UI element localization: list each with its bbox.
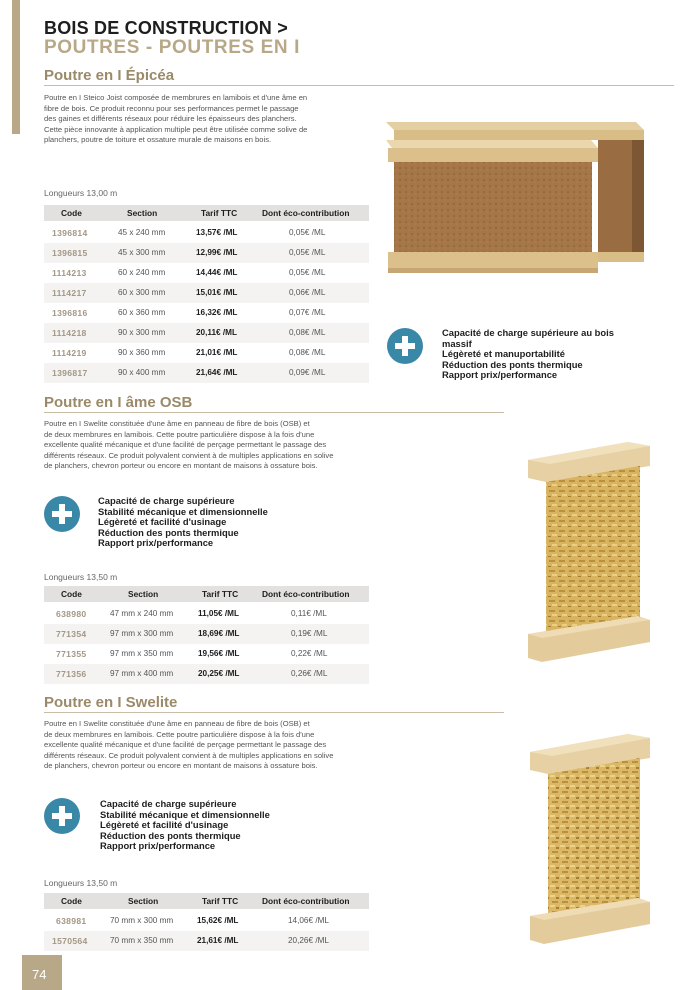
page-number: 74 (22, 955, 62, 990)
table-row: 1114218 90 x 300 mm 20,11€ /ML 0,08€ /ML (44, 323, 369, 343)
product-image-osb (528, 438, 650, 666)
product-image-swelite (530, 730, 650, 948)
table-row: 1114213 60 x 240 mm 14,44€ /ML 0,05€ /ML (52, 268, 326, 278)
table-row: 1396814 45 x 240 mm 13,57€ /ML 0,05€ /ML (52, 228, 326, 238)
price-table-epicea (44, 205, 369, 385)
section-divider (44, 85, 674, 86)
length-label: Longueurs 13,00 m (44, 188, 118, 198)
plus-circle-icon (387, 328, 423, 364)
table-header: Code Section Tarif TTC Dont éco-contribution (44, 586, 369, 602)
table-row: 771356 97 mm x 400 mm 20,25€ /ML 0,26€ /ML (44, 664, 369, 684)
length-label: Longueurs 13,50 m (44, 572, 118, 582)
table-row: 1114217 60 x 300 mm 15,01€ /ML 0,06€ /ML (44, 283, 369, 303)
section-divider (44, 712, 504, 713)
table-row: 638981 70 mm x 300 mm 15,62€ /ML 14,06€ /ML (56, 916, 329, 926)
table-row: 1114219 90 x 360 mm 21,01€ /ML 0,08€ /ML (52, 348, 326, 358)
length-label: Longueurs 13,50 m (44, 878, 118, 888)
side-accent-bar (12, 0, 20, 134)
section-title-epicea: Poutre en I Épicéa (44, 67, 175, 84)
table-row: 771355 97 mm x 350 mm 19,56€ /ML 0,22€ /ML (56, 649, 328, 659)
plus-circle-icon (44, 798, 80, 834)
table-row: 771354 97 mm x 300 mm 18,69€ /ML 0,19€ /ML (44, 624, 369, 644)
section-title-osb: Poutre en I âme OSB (44, 394, 193, 411)
section-description-osb: Poutre en I Swelite constituée d'une âme en panneau de fibre de bois (OSB) et de deux membrures en lamibois. Cette poutre particulière dispose à la fois d'une excellente qualité mécanique et d'une facilité de perçage permettant le passage des différents réseaux. Ce produit polyvalent convient à de multiples applications en solive de planchers, chevron porteur ou encore en montant de maisons à ossature bois. (44, 419, 334, 470)
table-row: 1396815 45 x 300 mm 12,99€ /ML 0,05€ /ML (44, 243, 369, 263)
plus-circle-icon (44, 496, 80, 532)
table-header: Code Section Tarif TTC Dont éco-contribution (44, 205, 369, 221)
table-row: 1396816 60 x 360 mm 16,32€ /ML 0,07€ /ML (52, 308, 326, 318)
price-table-swelite (44, 893, 369, 951)
table-row: 1570564 70 mm x 350 mm 21,61€ /ML 20,26€ /ML (44, 931, 369, 951)
price-table-osb (44, 586, 369, 684)
page-heading: POUTRES - POUTRES EN I (44, 37, 301, 58)
section-description-swelite: Poutre en I Swelite constituée d'une âme en panneau de fibre de bois (OSB) et de deux membrures en lamibois. Cette poutre particulière dispose à la fois d'une excellente qualité mécanique et d'une facilité de perçage permettant le passage des différents réseaux. Ce produit polyvalent convient à de multiples applications en solive de planchers, chevron porteur ou encore en montant de maisons à ossature bois. (44, 719, 334, 770)
category-heading: BOIS DE CONSTRUCTION > (44, 18, 288, 38)
section-divider (44, 412, 504, 413)
table-row: 638980 47 mm x 240 mm 11,05€ /ML 0,11€ /ML (56, 609, 327, 619)
product-image-epicea (386, 118, 648, 283)
section-description-epicea: Poutre en I Steico Joist composée de membrures en lamibois et d'une âme en fibre de bois. Ce produit reconnu pour ses performances permet le passage des gaines et différents réseaux pour réduire les épaisseurs des planchers. Cette pièce innovante à application multiple peut être utilisée comme solive de planchers, poutre de toiture et ossature murale de maisons en bois. (44, 93, 308, 144)
section-title-swelite: Poutre en I Swelite (44, 694, 178, 711)
table-header: Code Section Tarif TTC Dont éco-contribution (44, 893, 369, 909)
features-list-osb: Capacité de charge supérieure Stabilité mécanique et dimensionnelle Légèreté et facilité d'usinage Réduction des ponts thermique Rapport prix/performance (98, 495, 268, 548)
features-list-epicea: Capacité de charge supérieure au bois massif Légèreté et manuportabilité Réduction des ponts thermique Rapport prix/performance (442, 327, 614, 380)
features-list-swelite: Capacité de charge supérieure Stabilité mécanique et dimensionnelle Légèreté et facilité d'usinage Réduction des ponts thermique Rapport prix/performance (100, 798, 270, 851)
table-row: 1396817 90 x 400 mm 21,64€ /ML 0,09€ /ML (44, 363, 369, 383)
